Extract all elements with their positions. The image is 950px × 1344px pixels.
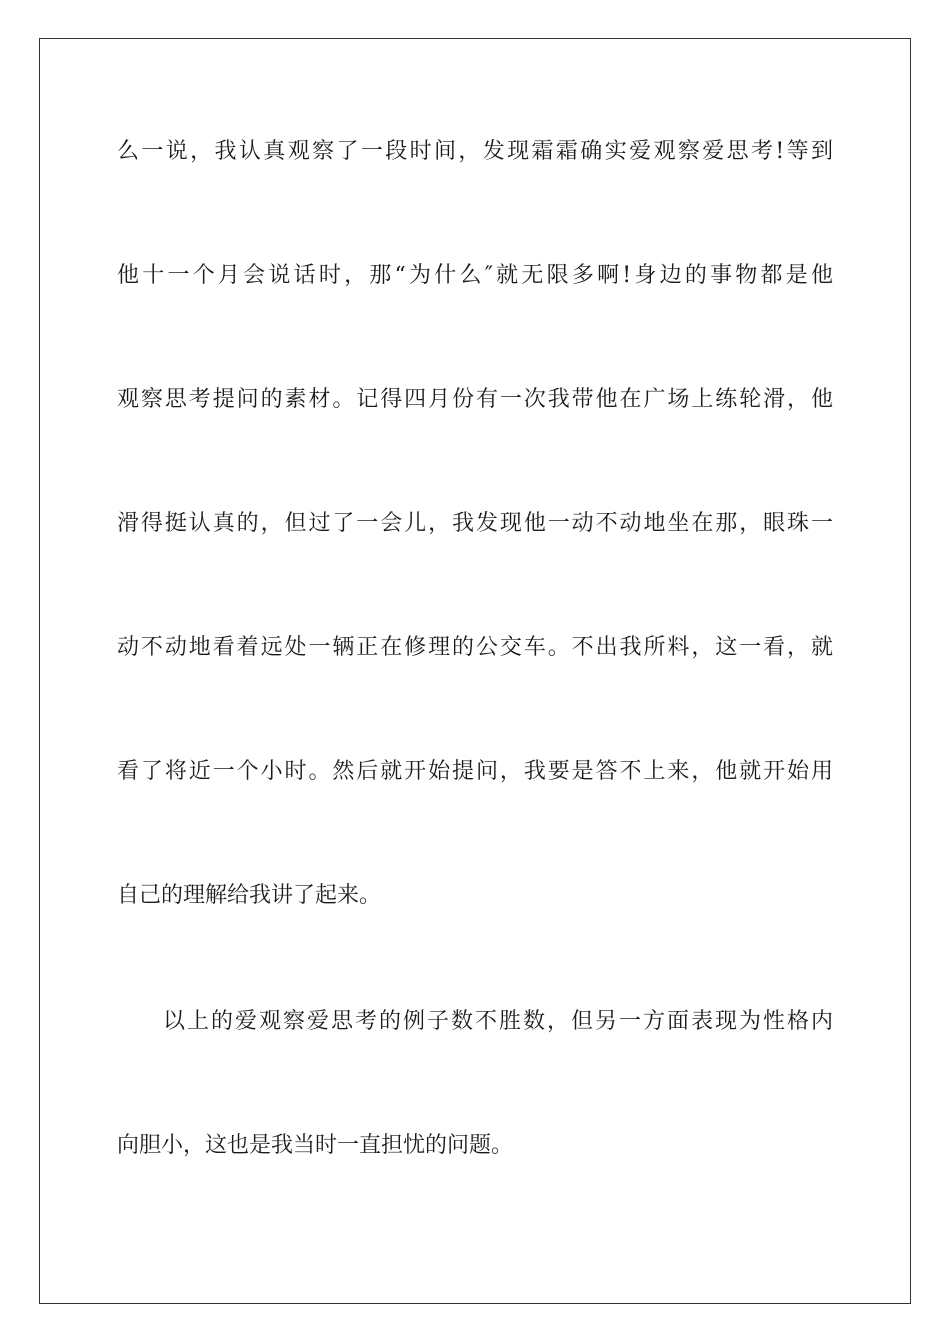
paragraph-line-5: 动不动地看着远处一辆正在修理的公交车。不出我所料，这一看，就 [117, 635, 833, 660]
paragraph-line-3: 观察思考提问的素材。记得四月份有一次我带他在广场上练轮滑，他 [117, 387, 833, 412]
paragraph-line-8: 以上的爱观察爱思考的例子数不胜数，但另一方面表现为性格内 [163, 1009, 833, 1034]
page-frame [39, 38, 911, 1304]
paragraph-line-4: 滑得挺认真的，但过了一会儿，我发现他一动不动地坐在那，眼珠一 [117, 511, 833, 536]
paragraph-line-2: 他十一个月会说话时，那“为什么″就无限多啊!身边的事物都是他 [117, 263, 833, 288]
paragraph-line-1: 么一说，我认真观察了一段时间，发现霜霜确实爱观察爱思考!等到 [117, 139, 833, 164]
paragraph-line-9: 向胆小，这也是我当时一直担忧的问题。 [117, 1133, 514, 1158]
paragraph-line-6: 看了将近一个小时。然后就开始提问，我要是答不上来，他就开始用 [117, 759, 833, 784]
paragraph-line-7: 自己的理解给我讲了起来。 [117, 883, 382, 908]
